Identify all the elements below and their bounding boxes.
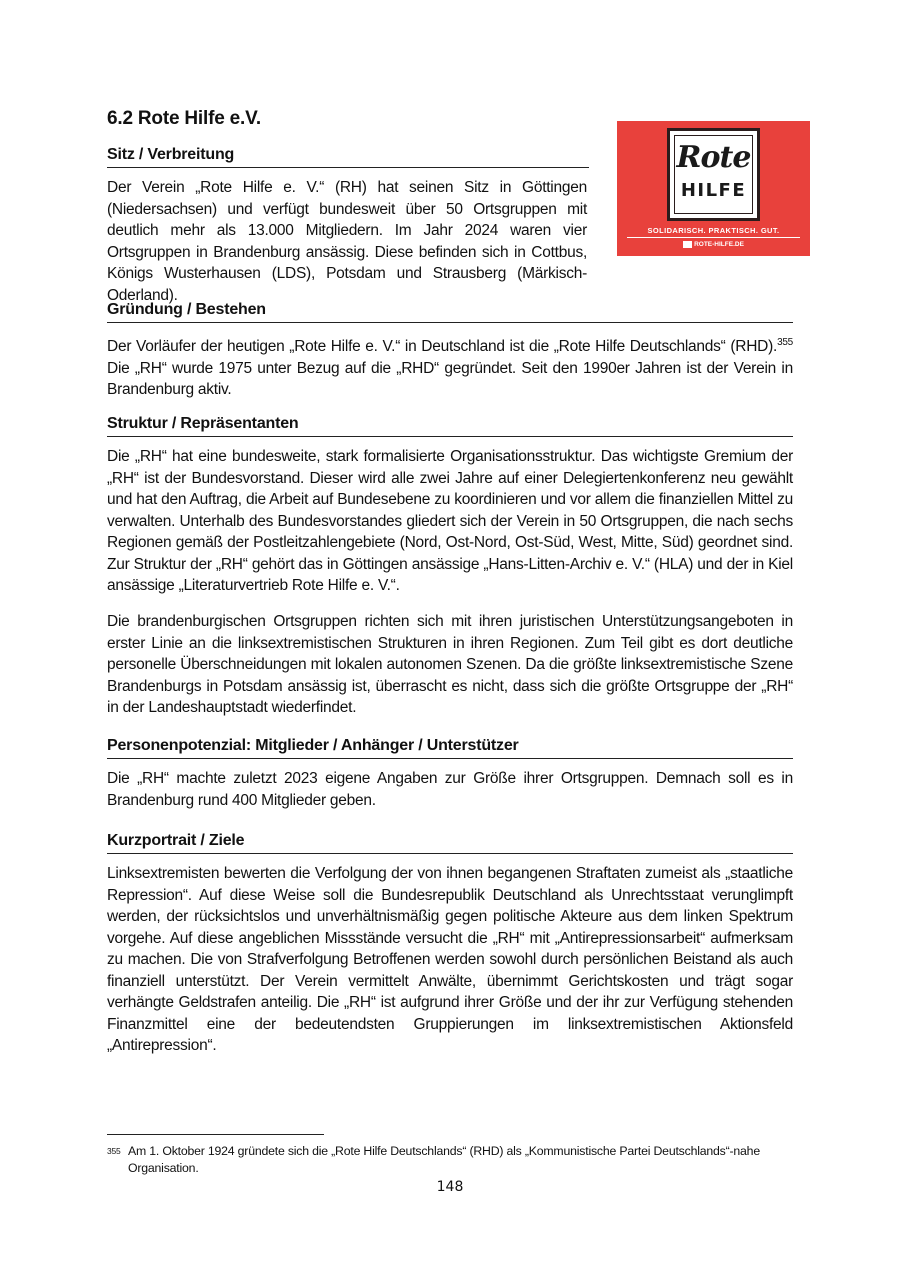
- logo-inner-frame: [674, 135, 753, 214]
- footnote-reference: 355: [777, 337, 793, 348]
- gruendung-text-b: Die „RH“ wurde 1975 unter Bezug auf die „RHD“ gegründet. Seit den 1990er Jahren ist der Verein in Brandenburg aktiv.: [107, 359, 793, 399]
- footnote-number: 355: [107, 1146, 121, 1156]
- logo-word-rote: Rote: [676, 140, 751, 175]
- paragraph-struktur-1: Die „RH“ hat eine bundesweite, stark formalisierte Organisationsstruktur. Das wichtigste Gremium der „RH“ ist der Bundesvorstand. Dieser wird alle zwei Jahre auf einer Delegiertenkonferenz neu gewählt und hat den Auftrag, die Arbeit auf Bundesebene zu koordinieren und vor allem die finanziellen Mittel zu verwalten. Unterhalb des Bundesvorstandes gliedert sich der Verein in 50 Ortsgruppen, die nach sechs Regionen gemäß der Postleitzahlengebiete (Nord, Ost-Nord, Ost-Süd, West, Mitte, Süd) geordnet sind. Zur Struktur der „RH“ gehört das in Göttingen ansässige „Hans-Litten-Archiv e. V.“ (HLA) und der in Kiel ansässige „Literaturvertrieb Rote Hilfe e. V.“.: [107, 448, 793, 594]
- heading-gruendung: Gründung / Bestehen: [107, 301, 793, 323]
- logo-url: [617, 241, 810, 248]
- paragraph-kurzportrait: Linksextremisten bewerten die Verfolgung der von ihnen begangenen Straftaten zumeist als „staatliche Repression“. Auf diese Weise soll die Bundesrepublik Deutschland als Unrechtsstaat verunglimpft werden, der rücksichtslos und unverhältnismäßig gegen politische Akteure aus dem linken Spektrum vorgehe. Auf diese angeblichen Missstände versucht die „RH“ mit „Antirepressionsarbeit“ aufmerksam zu machen. Die von Strafverfolgung Betroffenen werden sowohl durch persönlichen Beistand als auch finanziell unterstützt. Der Verein vermittelt Anwälte, übernimmt Gerichtskosten und trägt sogar verhängte Geldstrafen anteilig. Die „RH“ ist aufgrund ihrer Größe und der ihr zur Verfügung stehenden Finanzmittel eine der bedeutendsten Gruppierungen im linksextremistischen Aktionsfeld „Antirepression“.: [107, 865, 793, 1054]
- logo-word-hilfe: HILFE: [680, 180, 747, 201]
- paragraph-sitz: Der Verein „Rote Hilfe e. V.“ (RH) hat seinen Sitz in Göttingen (Niedersachsen) und verfügt bundesweit über 50 Ortsgruppen mit deutlich mehr als 13.000 Mitgliedern. Im Jahr 2024 waren vier Ortsgruppen in Brandenburg ansässig. Diese befinden sich in Cottbus, Königs Wusterhausen (LDS), Potsdam und Strausberg (Märkisch-Oderland).: [107, 179, 587, 304]
- footnote-divider: [107, 1134, 324, 1135]
- flag-icon: [683, 241, 692, 248]
- footnote-text: Am 1. Oktober 1924 gründete sich die „Rote Hilfe Deutschlands“ (RHD) als „Kommunistische Partei Deutschlands“-nahe Organisation.: [128, 1144, 760, 1175]
- logo-url-text: ROTE-HILFE.DE: [694, 241, 744, 249]
- gruendung-text-a: Der Vorläufer der heutigen „Rote Hilfe e. V.“ in Deutschland ist die „Rote Hilfe Deutschlands“ (RHD).: [107, 338, 778, 356]
- paragraph-struktur-2: Die brandenburgischen Ortsgruppen richten sich mit ihren juristischen Unterstützungsangeboten in erster Linie an die linksextremistischen Strukturen in ihren Regionen. Zum Teil gibt es dort deutliche personelle Überschneidungen mit lokalen autonomen Szenen. Da die größte linksextremistische Szene Brandenburgs in Potsdam ansässig ist, überrascht es nicht, dass sich die größte Ortsgruppe der „RH“ in der Landeshauptstadt wiederfindet.: [107, 613, 793, 716]
- section-title: 6.2 Rote Hilfe e.V.: [107, 108, 261, 129]
- rote-hilfe-logo: [617, 121, 810, 256]
- heading-struktur: Struktur / Repräsentanten: [107, 415, 793, 437]
- heading-personen: Personenpotenzial: Mitglieder / Anhänger / Unterstützer: [107, 737, 793, 759]
- logo-emblem: [667, 128, 760, 221]
- heading-kurzportrait: Kurzportrait / Ziele: [107, 832, 793, 854]
- logo-slogan: SOLIDARISCH. PRAKTISCH. GUT.: [647, 226, 780, 235]
- logo-divider: [627, 237, 800, 238]
- paragraph-personen: Die „RH“ machte zuletzt 2023 eigene Angaben zur Größe ihrer Ortsgruppen. Demnach soll es in Brandenburg rund 400 Mitglieder geben.: [107, 770, 793, 809]
- heading-sitz: Sitz / Verbreitung: [107, 146, 589, 168]
- paragraph-gruendung: [107, 332, 793, 401]
- page-number: 148: [436, 1179, 464, 1195]
